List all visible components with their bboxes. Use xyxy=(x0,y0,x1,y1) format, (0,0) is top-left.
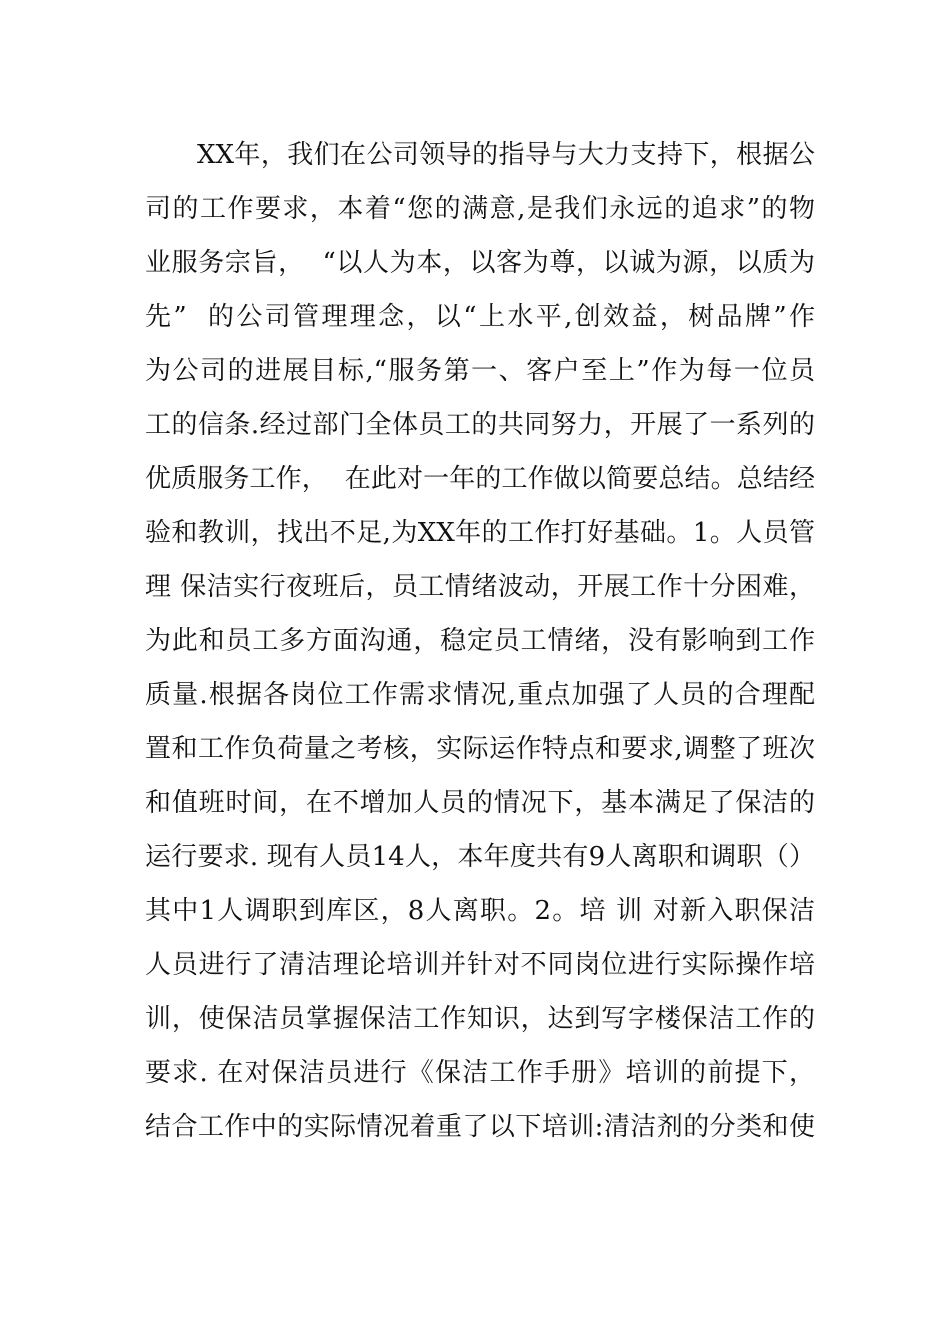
paragraph-line-9: 理 保洁实行夜班后，员工情绪波动，开展工作十分困难， xyxy=(145,572,815,602)
paragraph-line-7: 优质服务工作， 在此对一年的工作做以简要总结。总结经 xyxy=(145,464,815,494)
paragraph-line-3: 业服务宗旨， “以人为本，以客为尊，以诚为源，以质为 xyxy=(145,248,815,278)
paragraph-line-15: 其中1人调职到库区，8人离职。2。培 训 对新入职保洁 xyxy=(145,896,815,926)
paragraph-line-1: XX年，我们在公司领导的指导与大力支持下，根据公 xyxy=(197,140,815,170)
paragraph-line-2: 司的工作要求，本着“您的满意,是我们永远的追求”的物 xyxy=(145,194,815,224)
paragraph-line-12: 置和工作负荷量之考核，实际运作特点和要求,调整了班次 xyxy=(145,734,815,764)
paragraph-line-19: 结合工作中的实际情况着重了以下培训:清洁剂的分类和使 xyxy=(145,1112,815,1142)
paragraph-line-8: 验和教训，找出不足,为XX年的工作打好基础。1。人员管 xyxy=(145,518,815,548)
paragraph-line-14: 运行要求. 现有人员14人，本年度共有9人离职和调职（） xyxy=(145,842,815,872)
paragraph-line-16: 人员进行了清洁理论培训并针对不同岗位进行实际操作培 xyxy=(145,950,815,980)
paragraph-line-13: 和值班时间，在不增加人员的情况下，基本满足了保洁的 xyxy=(145,788,815,818)
paragraph-line-6: 工的信条.经过部门全体员工的共同努力，开展了一系列的 xyxy=(145,410,815,440)
paragraph-line-4: 先” 的公司管理理念，以“上水平,创效益，树品牌”作 xyxy=(145,302,815,332)
paragraph-line-10: 为此和员工多方面沟通，稳定员工情绪，没有影响到工作 xyxy=(145,626,815,656)
paragraph-line-18: 要求. 在对保洁员进行《保洁工作手册》培训的前提下， xyxy=(145,1058,815,1088)
paragraph-line-17: 训，使保洁员掌握保洁工作知识，达到写字楼保洁工作的 xyxy=(145,1004,815,1034)
paragraph-line-11: 质量.根据各岗位工作需求情况,重点加强了人员的合理配 xyxy=(145,680,815,710)
paragraph-line-5: 为公司的进展目标,“服务第一、客户至上”作为每一位员 xyxy=(145,356,815,386)
